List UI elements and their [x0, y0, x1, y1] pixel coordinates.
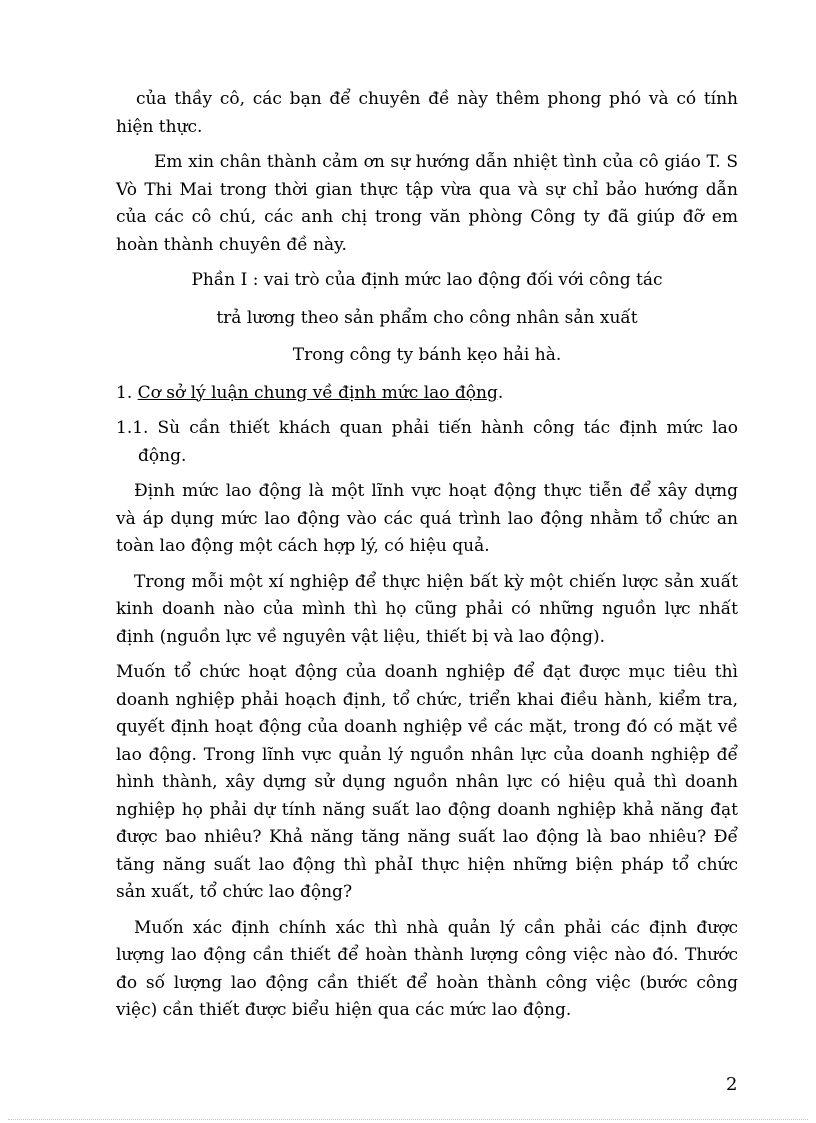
section-trailing-period: . [497, 382, 504, 403]
body-paragraph-3: Muốn tổ chức hoạt động của doanh nghiệp để đạt được mục tiêu thì doanh nghiệp phải hoạch định, tổ chức, triển khai điều hành, kiểm tra, quyết định hoạt động của doanh nghiệp về các mặt, trong đó có mặt về lao động. Trong lĩnh vực quản lý nguồn nhân lực của doanh nghiệp để hình thành, xây dựng sử dụng nguồn nhân lực có hiệu quả thì doanh nghiệp họ phải dự tính năng suất lao động doanh nghiệp khả năng đạt được bao nhiêu? Khả năng tăng năng suất lao động là bao nhiêu? Để tăng năng suất lao động thì phảI thực hiện những biện pháp tổ chức sản xuất, tổ chức lao động? [116, 662, 738, 902]
body-paragraph-2: Trong mỗi một xí nghiệp để thực hiện bất kỳ một chiến lược sản xuất kinh doanh nào của mình thì họ cũng phải có những nguồn lực nhất định (nguồn lực về nguyên vật liệu, thiết bị và lao động). [116, 571, 738, 647]
section-heading [116, 380, 738, 408]
page-number: 2 [726, 1074, 738, 1095]
part-heading-line-1: Phần I : vai trò của định mức lao động đối với công tác [191, 270, 663, 290]
subsection-heading: 1.1. Sù cần thiết khách quan phải tiến hành công tác định mức lao động. [116, 418, 738, 466]
acknowledgement-paragraph: Em xin chân thành cảm ơn sự hướng dẫn nhiệt tình của cô giáo T. S Vò Thi Mai trong thời gian thực tập vừa qua và sự chỉ bảo hướng dẫn của các cô chú, các anh chị trong văn phòng Công ty đã giúp đỡ em hoàn thành chuyên đề này. [116, 152, 738, 255]
part-heading-line-2: trả lương theo sản phẩm cho công nhân sản xuất [216, 307, 638, 328]
page-bottom-divider [8, 1119, 808, 1120]
section-number: 1. [116, 382, 133, 403]
intro-paragraph-1: của thầy cô, các bạn để chuyên đề này thêm phong phó và có tính hiện thực. [116, 89, 738, 137]
page-content [116, 86, 738, 1033]
section-title: Cơ sở lý luận chung về định mức lao động [137, 382, 498, 403]
body-paragraph-4: Muốn xác định chính xác thì nhà quản lý cần phải các định được lượng lao động cần thiết để hoàn thành lượng công việc nào đó. Thước đo số lượng lao động cần thiết để hoàn thành công việc (bước công việc) cần thiết được biểu hiện qua các mức lao động. [116, 917, 738, 1020]
body-paragraph-1: Định mức lao động là một lĩnh vực hoạt động thực tiễn để xây dựng và áp dụng mức lao động vào các quá trình lao động nhằm tổ chức an toàn lao động một cách hợp lý, có hiệu quả. [116, 481, 738, 556]
part-heading-line-3: Trong công ty bánh kẹo hải hà. [292, 345, 562, 365]
